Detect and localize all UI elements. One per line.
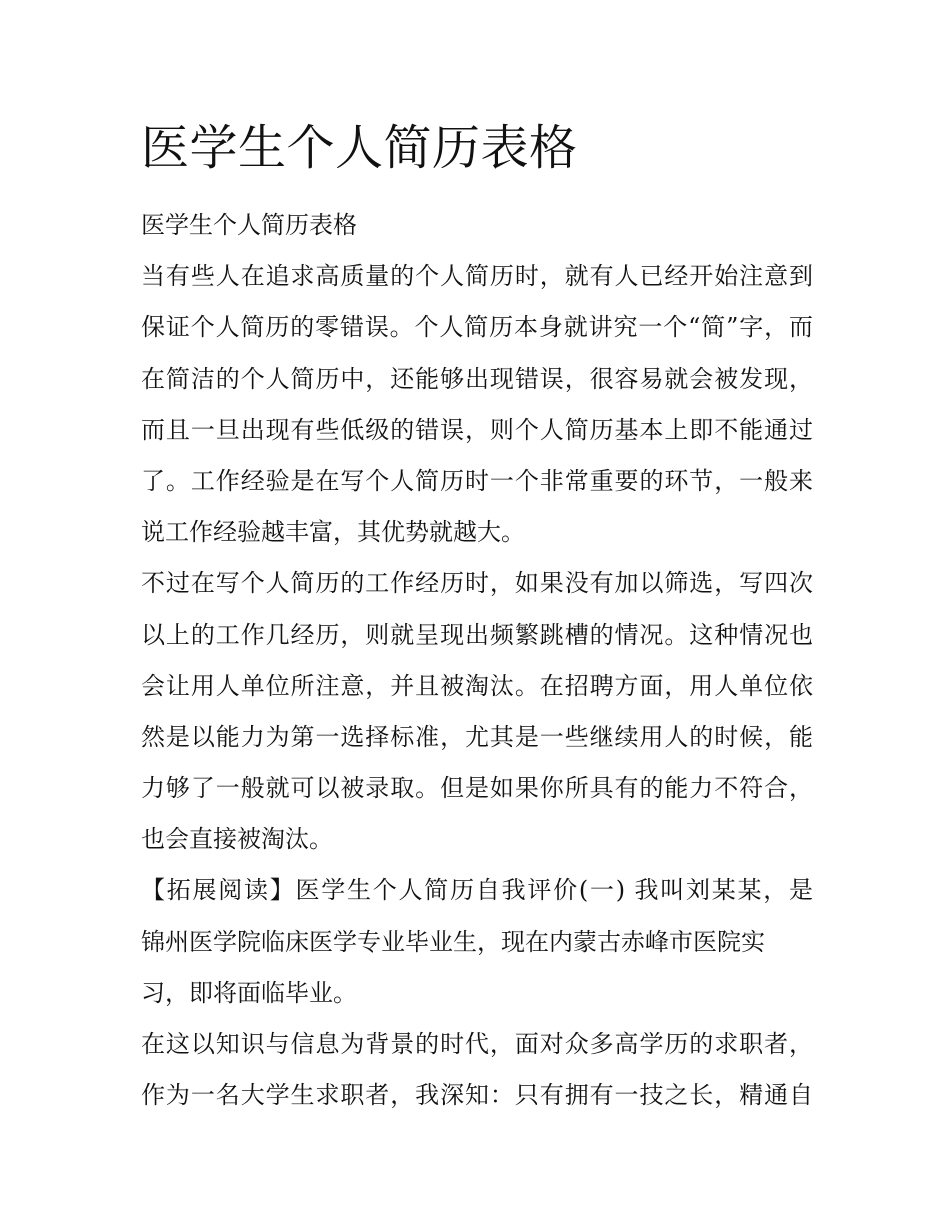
text-line: 说工作经验越丰富，其优势就越大。 <box>141 518 525 547</box>
text-line: 在简洁的个人简历中，还能够出现错误，很容易就会被发现， <box>141 364 813 393</box>
text-line: 锦州医学院临床医学专业毕业生，现在内蒙古赤峰市医院实 <box>141 927 765 956</box>
text-line: 当有些人在追求高质量的个人简历时，就有人已经开始注意到 <box>141 262 813 291</box>
text-line: 力够了一般就可以被录取。但是如果你所具有的能力不符合， <box>141 774 813 803</box>
text-line: 不过在写个人简历的工作经历时，如果没有加以筛选，写四次 <box>141 569 813 598</box>
text-line: 【拓展阅读】医学生个人简历自我评价(一) 我叫刘某某，是 <box>141 876 813 905</box>
text-line: 而且一旦出现有些低级的错误，则个人简历基本上即不能通过 <box>141 415 813 444</box>
text-line: 保证个人简历的零错误。个人简历本身就讲究一个“简”字，而 <box>141 313 813 342</box>
text-line: 会让用人单位所注意，并且被淘汰。在招聘方面，用人单位依 <box>141 671 813 700</box>
text-line: 以上的工作几经历，则就呈现出频繁跳槽的情况。这种情况也 <box>141 620 813 649</box>
document-title: 医学生个人简历表格 <box>141 120 578 176</box>
text-line: 也会直接被淘汰。 <box>141 825 333 854</box>
text-line: 习，即将面临毕业。 <box>141 978 357 1007</box>
text-line: 然是以能力为第一选择标准，尤其是一些继续用人的时候，能 <box>141 722 813 751</box>
document-body <box>141 200 813 1121</box>
text-line: 在这以知识与信息为背景的时代，面对众多高学历的求职者， <box>141 1030 813 1058</box>
text-line: 了。工作经验是在写个人简历时一个非常重要的环节，一般来 <box>141 466 813 495</box>
subtitle-line: 医学生个人简历表格 <box>141 211 357 239</box>
text-line: 作为一名大学生求职者，我深知：只有拥有一技之长，精通自 <box>141 1081 813 1110</box>
